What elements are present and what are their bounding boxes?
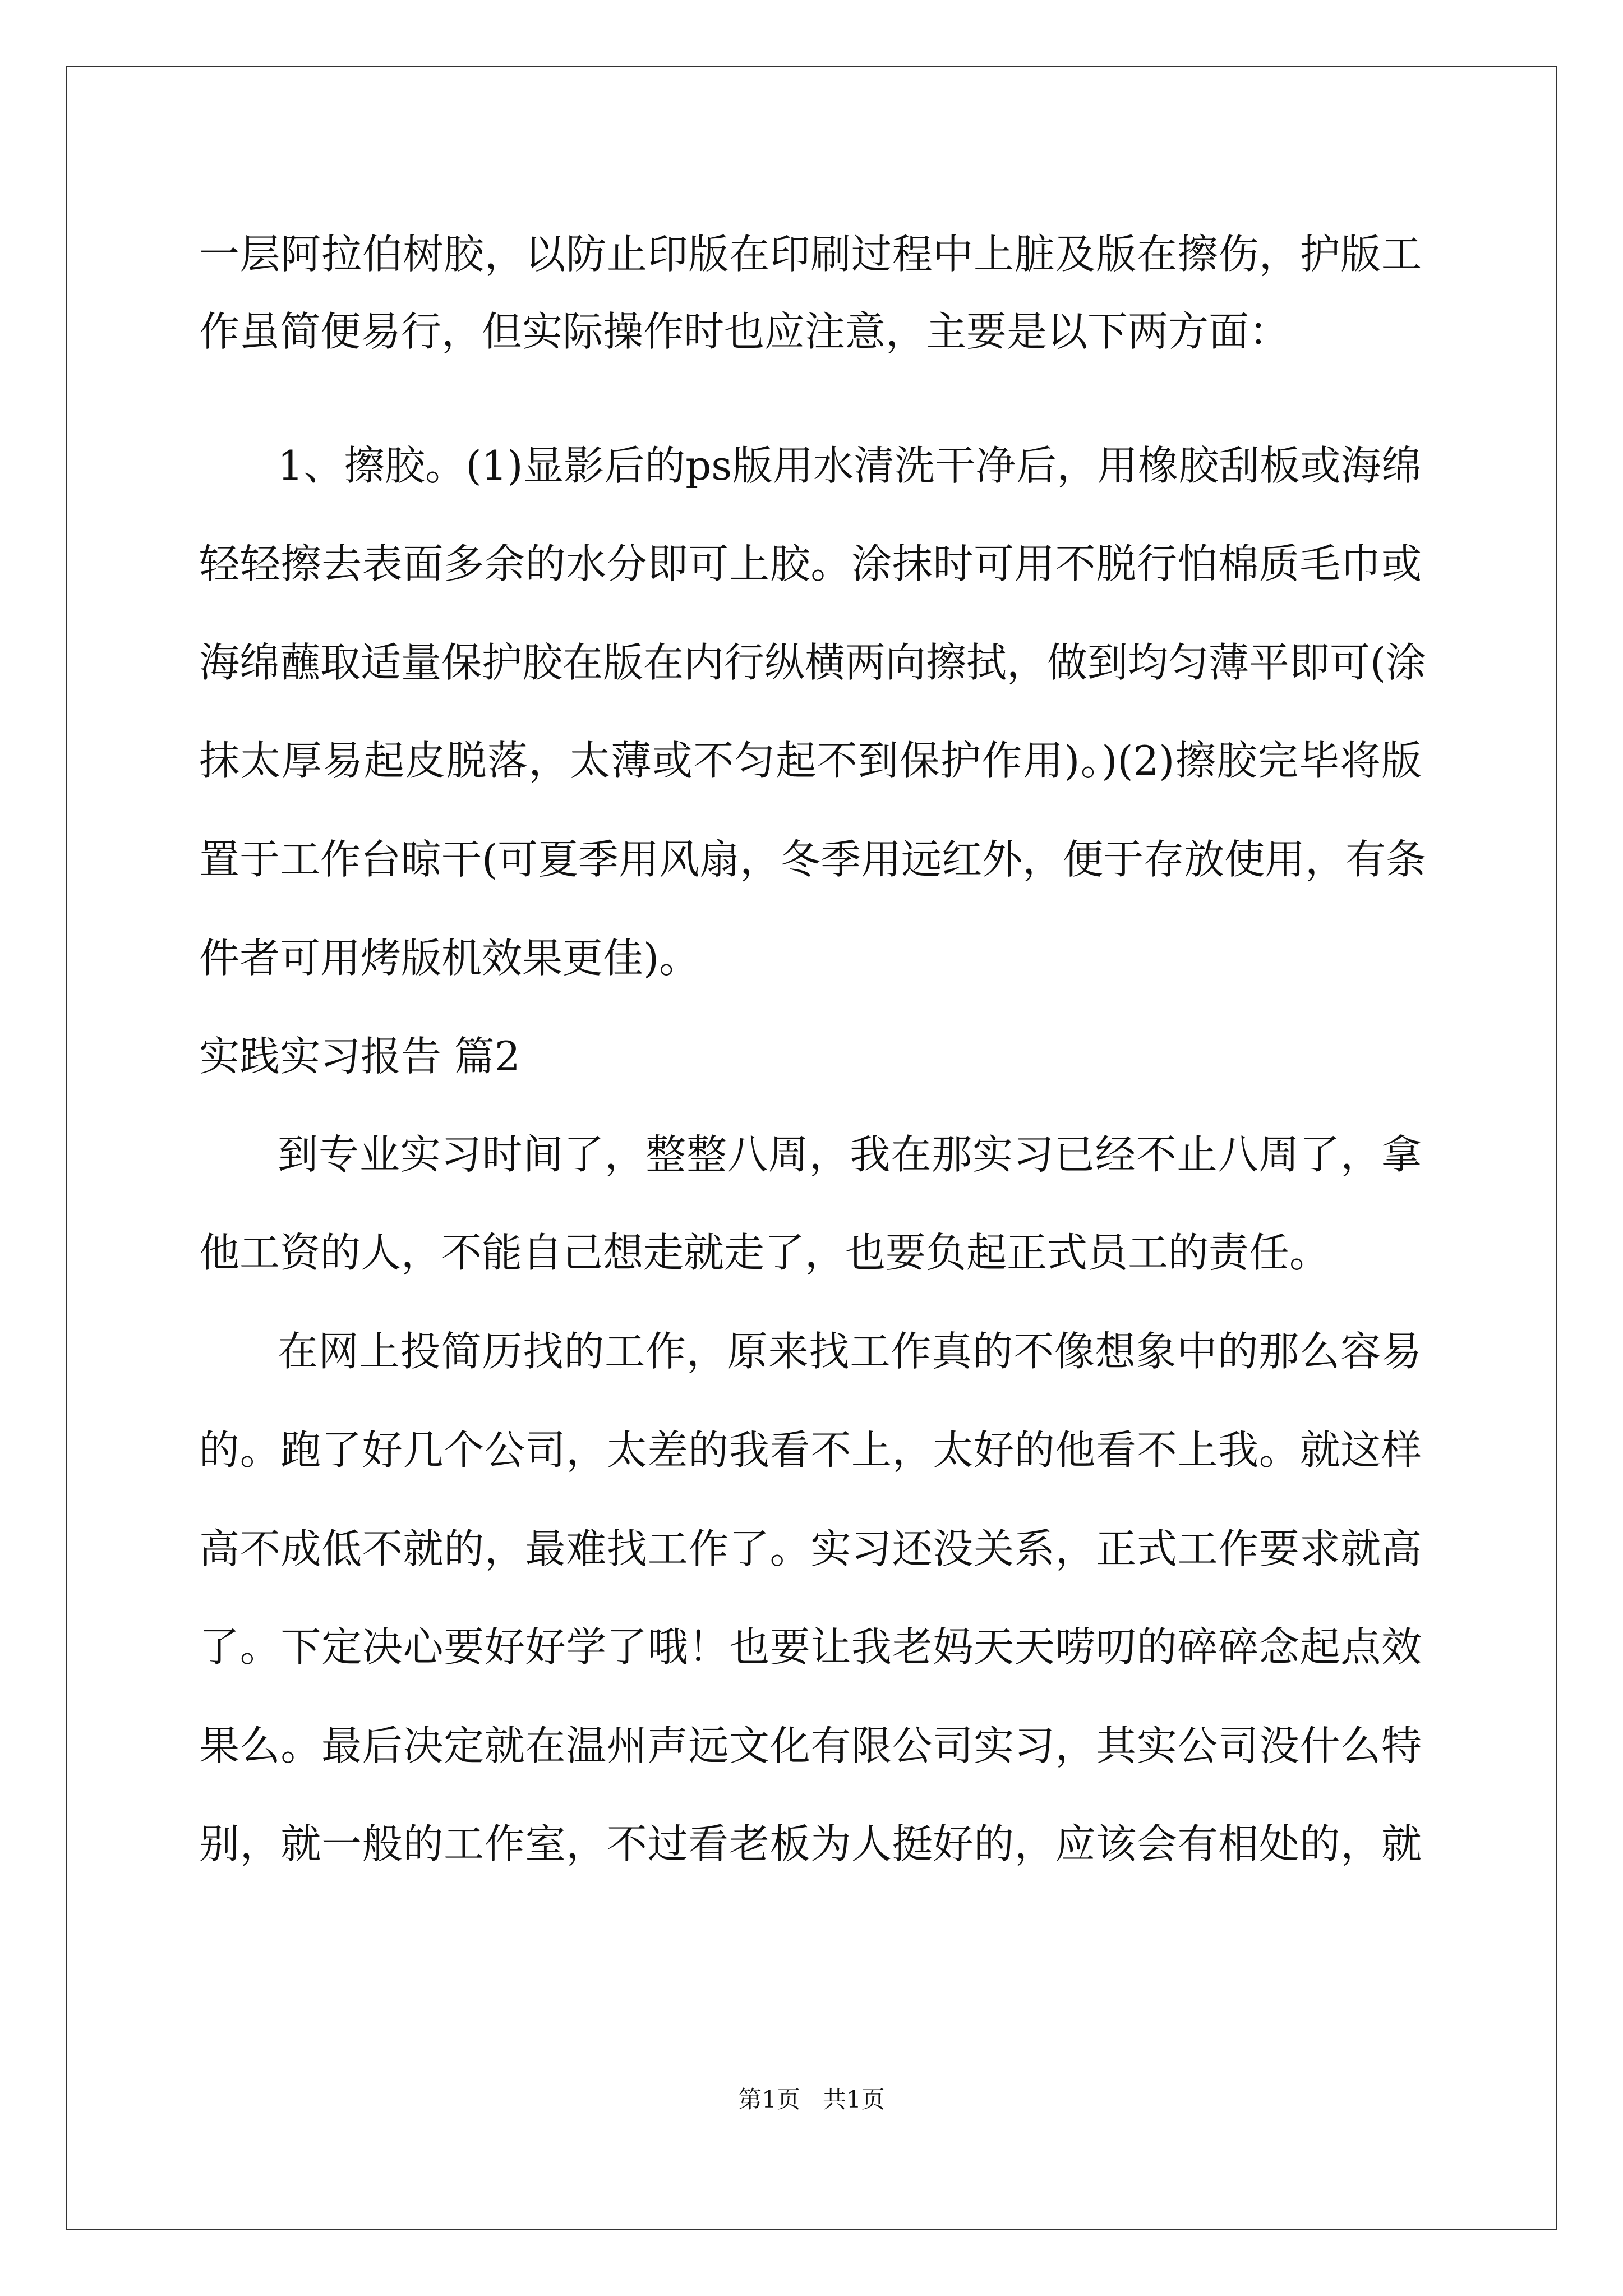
body-line: 他工资的人，不能自己想走就走了，也要负起正式员工的责任。 xyxy=(199,1229,1330,1276)
body-line: 轻轻擦去表面多余的水分即可上胶。涂抹时可用不脱行怕棉质毛巾或 xyxy=(199,540,1422,587)
body-line: 作虽简便易行，但实际操作时也应注意，主要是以下两方面： xyxy=(199,308,1290,355)
body-line: 海绵蘸取适量保护胶在版在内行纵横两向擦拭，做到均匀薄平即可(涂 xyxy=(199,639,1427,686)
body-line: 的。跑了好几个公司，太差的我看不上，太好的他看不上我。就这样 xyxy=(199,1427,1422,1474)
body-line: 高不成低不就的，最难找工作了。实习还没关系，正式工作要求就高 xyxy=(199,1525,1422,1572)
body-line: 果么。最后决定就在温州声远文化有限公司实习，其实公司没什么特 xyxy=(199,1722,1422,1769)
body-line: 了。下定决心要好好学了哦！也要让我老妈天天唠叨的碎碎念起点效 xyxy=(199,1623,1422,1671)
body-line: 1、擦胶。(1)显影后的ps版用水清洗干净后，用橡胶刮板或海绵 xyxy=(278,442,1422,489)
body-line: 件者可用烤版机效果更佳)。 xyxy=(199,935,700,982)
body-line: 抹太厚易起皮脱落，太薄或不匀起不到保护作用)。)(2)擦胶完毕将版 xyxy=(199,737,1422,784)
body-line: 别，就一般的工作室，不过看老板为人挺好的，应该会有相处的，就 xyxy=(199,1820,1422,1867)
body-line: 到专业实习时间了，整整八周，我在那实习已经不止八周了，拿 xyxy=(278,1131,1422,1178)
body-line: 在网上投简历找的工作，原来找工作真的不像想象中的那么容易 xyxy=(278,1328,1422,1375)
section-heading: 实践实习报告 篇2 xyxy=(199,1033,520,1080)
page-footer: 第1页 共1页 xyxy=(738,2086,885,2113)
body-line: 置于工作台晾干(可夏季用风扇，冬季用远红外，便于存放使用，有条 xyxy=(199,836,1427,883)
body-line: 一层阿拉伯树胶，以防止印版在印刷过程中上脏及版在擦伤，护版工 xyxy=(199,231,1422,278)
